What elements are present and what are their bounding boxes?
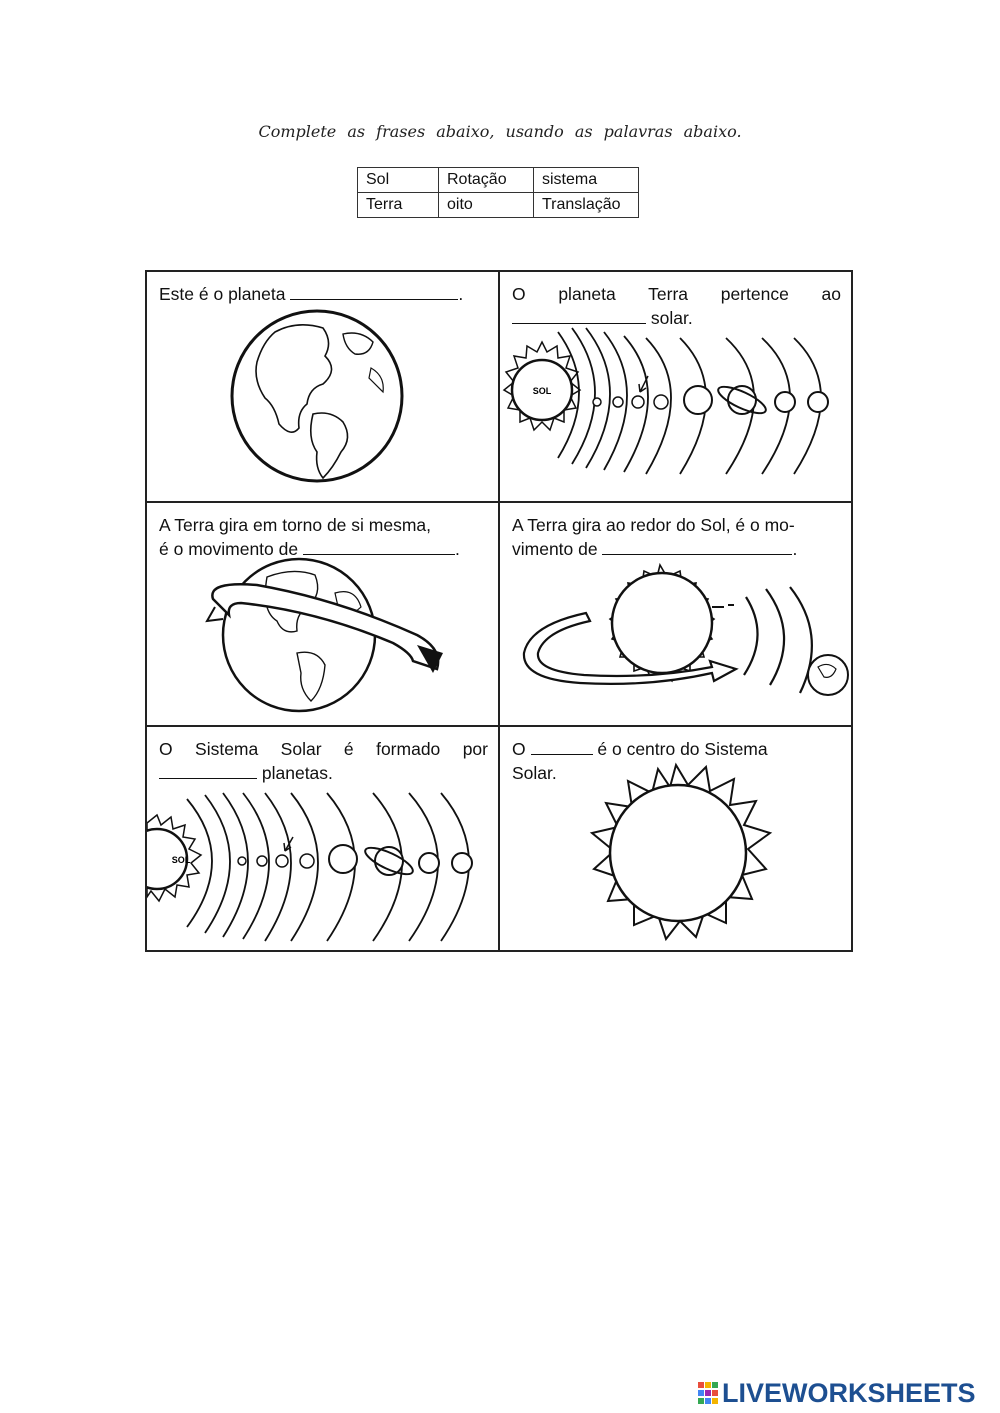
continent-north-america xyxy=(256,325,332,432)
sun-circle xyxy=(610,785,746,921)
word-bank-table xyxy=(357,167,639,218)
word-oito: oito xyxy=(439,193,534,218)
cell-solar-system xyxy=(498,272,851,501)
translation-line2: vimento de xyxy=(512,539,598,559)
solar-system-illustration xyxy=(500,272,851,501)
earth-circle xyxy=(223,559,375,711)
rotation-period: . xyxy=(454,539,460,559)
word-sistema: sistema xyxy=(534,168,639,193)
cell-planet xyxy=(147,272,498,501)
sun-center-word: O xyxy=(512,739,526,759)
sun-center-line2: Solar. xyxy=(512,763,557,783)
liveworksheets-logo xyxy=(697,1380,976,1406)
earth-marker xyxy=(276,855,288,867)
word-terra: Terra xyxy=(358,193,439,218)
translation-illustration xyxy=(500,503,851,725)
arrow-small-icon xyxy=(207,607,223,621)
planet-period: . xyxy=(458,284,464,304)
cell-rotation xyxy=(147,501,498,725)
exercise-grid xyxy=(145,270,853,952)
solar-system-line2: solar. xyxy=(650,308,693,328)
word-rotacao: Rotação xyxy=(439,168,534,193)
sun-center-line1: é o centro do Sistema xyxy=(597,739,768,759)
earth-illustration xyxy=(147,272,498,501)
word-bank-row xyxy=(358,168,639,193)
cell-translation xyxy=(498,501,851,725)
rotation-illustration xyxy=(147,503,498,725)
word-bank-row xyxy=(358,193,639,218)
word-sol: Sol xyxy=(358,168,439,193)
sun-label: SOL xyxy=(532,386,552,396)
solar-system-line1: O planeta Terra pertence ao xyxy=(512,284,841,304)
cell-planets-count xyxy=(147,725,498,950)
word-translacao: Translação xyxy=(534,193,639,218)
logo-text: LIVEWORKSHEETS xyxy=(722,1378,976,1408)
solar-system-illustration xyxy=(147,727,498,950)
rotation-line2: é o movimento de xyxy=(159,539,299,559)
earth-small xyxy=(808,655,848,695)
planet-text: Este é o planeta xyxy=(159,284,286,304)
logo-icon xyxy=(697,1381,719,1405)
island-shape xyxy=(369,368,383,392)
planets-count-line2: planetas. xyxy=(261,763,333,783)
cell-sun-center xyxy=(498,725,851,950)
rotation-line1: A Terra gira em torno de si mesma, xyxy=(159,515,432,535)
earth-marker xyxy=(632,396,644,408)
translation-line1: A Terra gira ao redor do Sol, é o mo- xyxy=(512,515,795,535)
continent-south-america xyxy=(311,413,348,478)
dash-marks xyxy=(712,605,734,607)
continent-greenland xyxy=(343,333,373,354)
translation-period: . xyxy=(792,539,798,559)
sun-illustration xyxy=(500,727,851,950)
sun-label: SOL xyxy=(171,855,191,865)
instruction-text: Complete as frases abaixo, usando as palavras abaixo. xyxy=(258,122,742,141)
orbit-arcs xyxy=(744,587,812,693)
planets-count-line1: O Sistema Solar é formado por xyxy=(159,739,488,759)
sun-circle xyxy=(612,573,712,673)
